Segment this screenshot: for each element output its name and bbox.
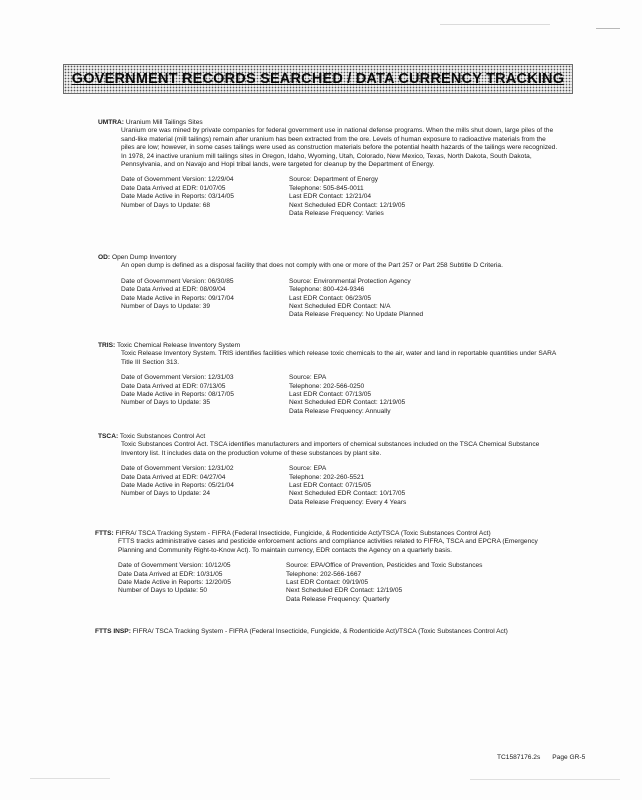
date-arrived: Date Data Arrived at EDR: 01/07/05 [121, 184, 226, 192]
release-frequency: Data Release Frequency: No Update Planned [289, 311, 424, 319]
next-contact: Next Scheduled EDR Contact: 12/19/05 [289, 201, 406, 209]
source: Source: Department of Energy [289, 176, 379, 184]
record-description: FTTS tracks administrative cases and pesticide enforcement actions and compliance activities related to FIFRA, TSCA and EPCRA (Emergency Planning and Community Right-to-Know Act). To maintain currency, EDR contacts the Agency on a quarterly basis. [118, 538, 538, 554]
source: Source: Environmental Protection Agency [289, 277, 411, 285]
gov-version: Date of Government Version: 10/12/05 [118, 562, 231, 570]
record-code: TSCA: [98, 433, 119, 440]
record-tsca [98, 433, 561, 507]
days-to-update: Number of Days to Update: 35 [121, 399, 211, 407]
record-description: An open dump is defined as a disposal facility that does not comply with one or more of the Part 257 or Part 258 Subtitle D Criteria. [121, 262, 503, 270]
record-description: Toxic Substances Control Act. TSCA identifies manufacturers and importers of chemical substances included on the TSCA Chemical Substance Inventory list. It includes data on the production volume of these substances by plant site. [121, 441, 540, 457]
record-code: OD: [98, 254, 111, 261]
release-frequency: Data Release Frequency: Quarterly [286, 595, 390, 603]
days-to-update: Number of Days to Update: 68 [121, 201, 211, 209]
record-ftts-insp [95, 628, 508, 636]
record-name: Open Dump Inventory [111, 254, 177, 261]
page-number: Page GR-5 [552, 754, 586, 761]
telephone: Telephone: 202-566-0250 [289, 382, 365, 390]
record-code: FTTS: [95, 530, 114, 537]
source: Source: EPA [289, 465, 327, 473]
gov-version: Date of Government Version: 12/31/02 [121, 465, 234, 473]
record-name: Uranium Mill Tailings Sites [125, 119, 203, 126]
next-contact: Next Scheduled EDR Contact: 12/19/05 [289, 399, 406, 407]
date-arrived: Date Data Arrived at EDR: 10/31/05 [118, 570, 223, 578]
record-description: Toxic Release Inventory System. TRIS identifies facilities which release toxic chemicals to the air, water and land in reportable quantities under SARA Title III Section 313. [121, 350, 556, 366]
last-contact: Last EDR Contact: 09/19/05 [286, 579, 369, 587]
gov-version: Date of Government Version: 06/30/85 [121, 277, 234, 285]
release-frequency: Data Release Frequency: Varies [289, 210, 384, 218]
last-contact: Last EDR Contact: 12/21/04 [289, 193, 372, 201]
scan-artifact [30, 778, 110, 779]
telephone: Telephone: 505-845-0011 [289, 184, 364, 192]
page-footer [497, 754, 597, 761]
record-name: FIFRA/ TSCA Tracking System - FIFRA (Federal Insecticide, Fungicide, & Rodenticide Act)/TSCA (Toxic Substances Control Act) [115, 530, 491, 537]
last-contact: Last EDR Contact: 07/15/05 [289, 482, 372, 490]
next-contact: Next Scheduled EDR Contact: 10/17/05 [289, 490, 406, 498]
next-contact: Next Scheduled EDR Contact: 12/19/05 [286, 587, 403, 595]
date-active: Date Made Active in Reports: 12/20/05 [118, 579, 231, 587]
document-number: TC1587176.2s [497, 754, 541, 761]
record-ftts [95, 530, 558, 604]
last-contact: Last EDR Contact: 07/13/05 [289, 391, 372, 399]
gov-version: Date of Government Version: 12/29/04 [121, 176, 234, 184]
date-arrived: Date Data Arrived at EDR: 07/13/05 [121, 382, 226, 390]
page-title: GOVERNMENT RECORDS SEARCHED / DATA CURRENCY TRACKING [71, 71, 565, 87]
record-name: Toxic Chemical Release Inventory System [116, 342, 241, 349]
last-contact: Last EDR Contact: 06/23/05 [289, 294, 372, 302]
record-od [98, 254, 561, 320]
date-active: Date Made Active in Reports: 08/17/05 [121, 391, 234, 399]
record-description: Uranium ore was mined by private companies for federal government use in national defense programs. When the mills shut down, large piles of the sand-like material (mill tailings) remain after uranium has been extracted from the ore. Levels of human exposure to radioactive materials from the piles are low; however, in some cases tailings were used as construction materials before the potential health hazards of the tailings were recognized. In 1978, 24 inactive uranium mill tailings sites in Oregon, Idaho, Wyoming, Utah, Colorado, New Mexico, Texas, North Dakota, South Dakota, Pennsylvania, and on Navajo and Hopi tribal lands, were targeted for cleanup by the Department of Energy. [121, 127, 558, 169]
telephone: Telephone: 202-566-1667 [286, 570, 362, 578]
record-name: Toxic Substances Control Act [119, 433, 206, 440]
record-code: UMTRA: [98, 119, 125, 126]
source: Source: EPA [289, 374, 327, 382]
gov-version: Date of Government Version: 12/31/03 [121, 374, 234, 382]
release-frequency: Data Release Frequency: Annually [289, 407, 391, 415]
scan-artifact [440, 24, 550, 25]
record-umtra [98, 119, 561, 218]
record-code: TRIS: [98, 342, 116, 349]
record-tris [98, 342, 561, 416]
date-active: Date Made Active in Reports: 09/17/04 [121, 294, 234, 302]
release-frequency: Data Release Frequency: Every 4 Years [289, 498, 407, 506]
telephone: Telephone: 202-260-5521 [289, 473, 365, 481]
next-contact: Next Scheduled EDR Contact: N/A [289, 303, 391, 311]
section-banner [63, 64, 573, 94]
date-active: Date Made Active in Reports: 03/14/05 [121, 193, 234, 201]
record-name: FIFRA/ TSCA Tracking System - FIFRA (Federal Insecticide, Fungicide, & Rodenticide Act)/TSCA (Toxic Substances Control Act) [132, 628, 508, 635]
scan-artifact [470, 779, 620, 780]
record-code: FTTS INSP: [95, 628, 131, 635]
days-to-update: Number of Days to Update: 24 [121, 490, 211, 498]
date-arrived: Date Data Arrived at EDR: 08/09/04 [121, 286, 226, 294]
days-to-update: Number of Days to Update: 50 [118, 587, 208, 595]
date-active: Date Made Active in Reports: 05/21/04 [121, 482, 234, 490]
source: Source: EPA/Office of Prevention, Pesticides and Toxic Substances [286, 562, 483, 570]
date-arrived: Date Data Arrived at EDR: 04/27/04 [121, 473, 226, 481]
days-to-update: Number of Days to Update: 39 [121, 303, 211, 311]
telephone: Telephone: 800-424-9346 [289, 286, 365, 294]
scan-artifact [596, 28, 620, 29]
